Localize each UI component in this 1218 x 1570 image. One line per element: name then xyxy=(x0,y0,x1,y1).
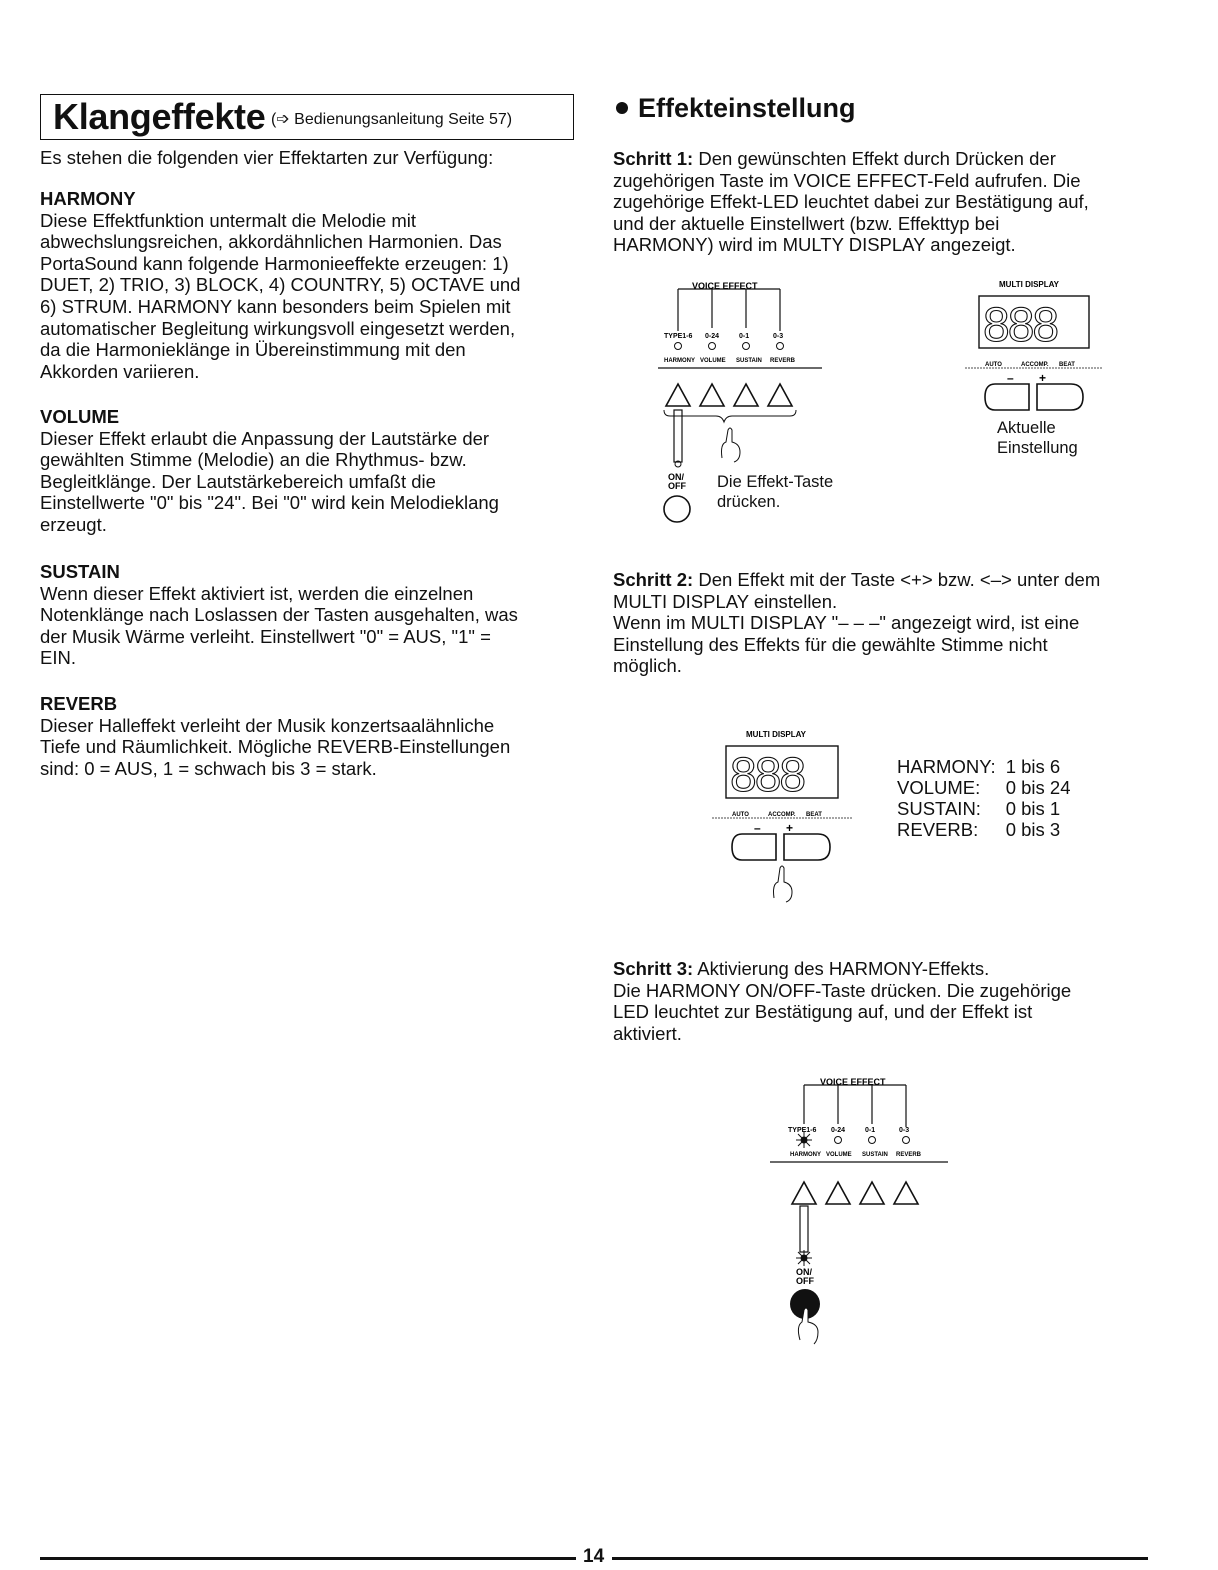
type-label: TYPE1-6 xyxy=(788,1127,817,1134)
page-title: Klangeffekte xyxy=(53,96,266,137)
text-line: Die HARMONY ON/OFF-Taste drücken. Die zugehörige xyxy=(613,979,1072,1001)
plus-label: + xyxy=(786,821,794,835)
on-off-led-lit-icon xyxy=(796,1250,812,1266)
footer-rule-left xyxy=(40,1557,576,1560)
caption-line: drücken. xyxy=(717,493,781,511)
heading-text: Effekteinstellung xyxy=(638,93,856,123)
on-label: ON/ xyxy=(668,472,685,482)
intro-text: Es stehen die folgenden vier Effektarten zur Verfügung: xyxy=(40,147,494,168)
range-value: 0 bis 24 xyxy=(1005,777,1071,798)
minus-label: – xyxy=(754,821,761,835)
effect-name: HARMONY xyxy=(790,1152,821,1158)
effect-name: VOLUME xyxy=(700,358,726,364)
led-reverb-icon xyxy=(903,1137,910,1144)
text-line: Einstellung des Effekts für die gewählte Stimme nicht xyxy=(613,633,1048,655)
text-line: Notenklänge nach Loslassen der Tasten ausgehalten, was xyxy=(40,604,518,626)
text-line: 6) STRUM. HARMONY kann besonders beim Spielen mit xyxy=(40,295,511,317)
text-line: erzeugt. xyxy=(40,513,107,535)
sustain-button-icon[interactable] xyxy=(860,1182,884,1204)
text-line: gewählten Stimme (Melodie) an die Rhythmus- bzw. xyxy=(40,449,467,471)
range-table xyxy=(897,756,1070,840)
effect-name: VOLUME xyxy=(826,1152,852,1158)
footer-rule-right xyxy=(612,1557,1148,1560)
plus-label: + xyxy=(1039,371,1047,385)
on-off-button-icon[interactable] xyxy=(664,496,690,522)
text-line: EIN. xyxy=(40,647,76,669)
text-line: Begleitklänge. Der Lautstärkebereich umfaßt die xyxy=(40,470,436,492)
step1-label: Schritt 1: xyxy=(613,148,694,169)
text-line: möglich. xyxy=(613,655,682,677)
text-line: der Musik Wärme verleiht. Einstellwert "0" = AUS, "1" = xyxy=(40,625,491,647)
title-box xyxy=(40,94,574,140)
off-label: OFF xyxy=(796,1276,814,1286)
text-line: zugehörigen Taste im VOICE EFFECT-Feld aufrufen. Die xyxy=(613,169,1081,191)
led-harmony-lit-icon xyxy=(796,1132,812,1148)
step1-text xyxy=(613,148,1153,256)
text-line: DUET, 2) TRIO, 3) BLOCK, 4) COUNTRY, 5) OCTAVE und xyxy=(40,274,521,296)
multi-display-label: MULTI DISPLAY xyxy=(746,730,807,739)
volume-button-icon[interactable] xyxy=(700,384,724,406)
text-line: abwechslungsreichen, akkordähnlichen Harmonien. Das xyxy=(40,231,502,253)
text-line: da die Harmonieklänge in Übereinstimmung mit den xyxy=(40,339,466,361)
text-line: Dieser Effekt erlaubt die Anpassung der Lautstärke der xyxy=(40,427,490,449)
volume-heading: VOLUME xyxy=(40,406,120,427)
range-label: 0-1 xyxy=(739,333,750,340)
range-value: 0 bis 3 xyxy=(1005,819,1061,840)
table-row xyxy=(897,798,1070,819)
led-sustain-icon xyxy=(869,1137,876,1144)
text-line: Den Effekt mit der Taste <+> bzw. <–> unter dem xyxy=(693,569,1101,590)
multi-display-label: MULTI DISPLAY xyxy=(999,280,1060,289)
effect-name: REVERB xyxy=(896,1152,922,1158)
multi-display-diagram-1 xyxy=(955,276,1115,416)
range-label: 0-24 xyxy=(705,333,720,340)
step3-label: Schritt 3: xyxy=(613,958,694,979)
range-value: 0 bis 1 xyxy=(1005,798,1061,819)
text-line: zugehörige Effekt-LED leuchtet dabei zur Bestätigung auf, xyxy=(613,191,1089,213)
text-line: aktiviert. xyxy=(613,1022,682,1044)
bullet-icon xyxy=(616,102,628,114)
range-label: 0-3 xyxy=(899,1127,910,1134)
table-row xyxy=(897,819,1070,840)
section-sustain xyxy=(40,561,580,669)
voice-effect-label: VOICE EFFECT xyxy=(820,1077,886,1087)
step2-text xyxy=(613,569,1153,677)
caption-line: Einstellung xyxy=(997,439,1078,457)
harmony-button-icon[interactable] xyxy=(666,384,690,406)
range-label: 0-3 xyxy=(773,333,784,340)
multi-display-diagram-2 xyxy=(704,726,874,906)
range-label: 0-1 xyxy=(865,1127,876,1134)
volume-button-icon[interactable] xyxy=(826,1182,850,1204)
finger-icon xyxy=(722,428,741,462)
sustain-button-icon[interactable] xyxy=(734,384,758,406)
table-row xyxy=(897,756,1070,777)
text-line: Den gewünschten Effekt durch Drücken der xyxy=(693,148,1056,169)
text-line: automatischer Begleitung wirkungsvoll eingesetzt werden, xyxy=(40,317,516,339)
text-line: PortaSound kann folgende Harmonieeffekte erzeugen: 1) xyxy=(40,252,509,274)
harmony-button-icon[interactable] xyxy=(792,1182,816,1204)
caption-press xyxy=(717,472,833,512)
led-harmony-icon xyxy=(675,343,682,350)
on-label: ON/ xyxy=(796,1267,813,1277)
table-row xyxy=(897,777,1070,798)
effekteinstellung-heading xyxy=(616,90,856,126)
minus-label: – xyxy=(1007,371,1014,385)
harmony-heading: HARMONY xyxy=(40,188,136,209)
display-sub-label: ACCOMP. xyxy=(768,812,796,818)
text-line: und der aktuelle Einstellwert (bzw. Effekttyp bei xyxy=(613,212,1000,234)
display-sub-label: ACCOMP. xyxy=(1021,362,1049,368)
led-volume-icon xyxy=(835,1137,842,1144)
section-volume xyxy=(40,406,580,536)
led-sustain-icon xyxy=(743,343,750,350)
display-sub-label: AUTO xyxy=(985,362,1002,368)
text-line: Akkorden variieren. xyxy=(40,360,200,382)
reverb-button-icon[interactable] xyxy=(894,1182,918,1204)
page-number: 14 xyxy=(583,1546,605,1567)
caption-line: Die Effekt-Taste xyxy=(717,473,834,491)
range-label: 0-24 xyxy=(831,1127,846,1134)
effect-name: REVERB xyxy=(770,358,796,364)
display-sub-label: BEAT xyxy=(1059,362,1075,368)
step2-label: Schritt 2: xyxy=(613,569,694,590)
caption-current xyxy=(997,418,1078,458)
text-line: Wenn dieser Effekt aktiviert ist, werden die einzelnen xyxy=(40,582,474,604)
range-value: 1 bis 6 xyxy=(1005,756,1061,777)
off-label: OFF xyxy=(668,481,686,491)
text-line: Aktivierung des HARMONY-Effekts. xyxy=(693,958,990,979)
voice-effect-label: VOICE EFFECT xyxy=(692,281,758,291)
step3-text xyxy=(613,958,1153,1044)
display-digits: 888 xyxy=(730,749,805,802)
text-line: Dieser Halleffekt verleiht der Musik konzertsaalähnliche xyxy=(40,714,495,736)
minus-button-icon[interactable] xyxy=(985,384,1029,410)
text-line: MULTI DISPLAY einstellen. xyxy=(613,590,838,612)
display-sub-label: AUTO xyxy=(732,812,749,818)
display-sub-label: BEAT xyxy=(806,812,822,818)
effect-name: HARMONY xyxy=(664,358,695,364)
led-volume-icon xyxy=(709,343,716,350)
section-harmony xyxy=(40,188,580,382)
display-digits: 888 xyxy=(983,299,1058,352)
section-reverb xyxy=(40,693,580,779)
range-name: VOLUME: xyxy=(897,777,981,798)
reverb-heading: REVERB xyxy=(40,693,118,714)
text-line: Tiefe und Räumlichkeit. Mögliche REVERB-Einstellungen xyxy=(40,736,511,758)
text-line: sind: 0 = AUS, 1 = schwach bis 3 = stark. xyxy=(40,757,377,779)
effect-name: SUSTAIN xyxy=(736,358,762,364)
effect-name: SUSTAIN xyxy=(862,1152,888,1158)
text-line: Einstellwerte "0" bis "24". Bei "0" wird kein Melodieklang xyxy=(40,492,499,514)
caption-line: Aktuelle xyxy=(997,419,1056,437)
minus-button-icon[interactable] xyxy=(732,834,776,860)
range-name: SUSTAIN: xyxy=(897,798,981,819)
voice-effect-diagram-3 xyxy=(770,1072,960,1352)
plus-button-icon[interactable] xyxy=(784,834,830,860)
title-reference: (➩ Bedienungsanleitung Seite 57) xyxy=(271,111,513,128)
range-name: REVERB: xyxy=(897,819,979,840)
finger-icon xyxy=(774,866,793,902)
range-name: HARMONY: xyxy=(897,756,996,777)
type-label: TYPE1-6 xyxy=(664,333,693,340)
text-line: LED leuchtet zur Bestätigung auf, und der Effekt ist xyxy=(613,1001,1033,1023)
plus-button-icon[interactable] xyxy=(1037,384,1083,410)
text-line: Wenn im MULTI DISPLAY "– – –" angezeigt wird, ist eine xyxy=(613,612,1080,634)
reverb-button-icon[interactable] xyxy=(768,384,792,406)
text-line: HARMONY) wird im MULTY DISPLAY angezeigt. xyxy=(613,234,1016,256)
sustain-heading: SUSTAIN xyxy=(40,561,120,582)
text-line: Diese Effektfunktion untermalt die Melodie mit xyxy=(40,209,417,231)
led-reverb-icon xyxy=(777,343,784,350)
